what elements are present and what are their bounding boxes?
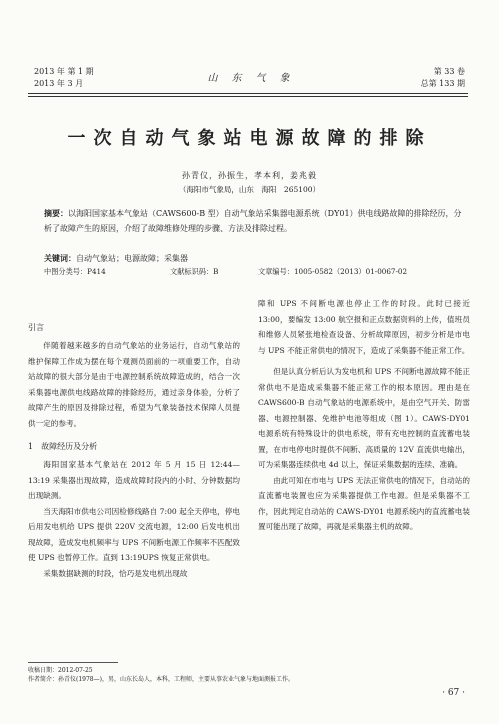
- clc-number: 中图分类号：P414: [44, 267, 106, 276]
- right-paragraph-1: 障和 UPS 不间断电源也停止工作的时段。此时已接近 13:00，要编发 13:00 航空报和正点数据资料的上传，值班员和维修人员紧张地检查设备、分析故障原因，初步分析是市电与 UPS 不能正常供电的情况下，造成了采集器不能正常工作。: [258, 299, 470, 355]
- doc-code: 文献标识码：B: [170, 267, 219, 276]
- section1-paragraph-3: 采集数据缺测的时段，恰巧是发电机出现故: [43, 568, 188, 578]
- article-number: 文章编号：1005-0582（2013）01-0067-02: [258, 267, 408, 276]
- article-title: 一次自动气象站电源故障的排除: [67, 128, 432, 149]
- author-bio: 作者简介：孙青仪(1978—)，男，山东长岛人，本科，工程师，主要从事农业气象与地面测报工作。: [28, 676, 294, 683]
- keywords-label: 关键词：: [44, 253, 76, 263]
- header-rule-thin: [28, 96, 468, 97]
- section1-heading: 1 故障经历及分析: [28, 442, 98, 451]
- keywords-text: 自动气象站；电源故障；采集器: [76, 254, 188, 263]
- header-total: 总第 133 期: [420, 79, 465, 88]
- intro-paragraph: 伴随着越来越多的自动气象站的业务运行，自动气象站的维护保障工作成为摆在每个观测员面前的一项重要工作，自动站故障的很大部分是由于电源控制系统故障造成的，结合一次采集器电源供电线路故障的排除经历，通过亲身体验，分析了故障产生的原因及排除过程，希望为气象装备技术保障人员提供一定的参考。: [28, 341, 240, 428]
- author-list: 孙青仪，孙振生，孝本利，姜兆毅: [182, 171, 317, 180]
- intro-heading: 引言: [28, 323, 44, 332]
- right-paragraph-2: 但是认真分析后认为发电机和 UPS 不间断电源故障不能正常供电不是造成采集器不能正常工作的根本原因。理由是在 CAWS600-B 自动气象站的电源系统中，是由空气开关、防雷器、电源控制器、免维护电池等组成（图 1）。CAWS-DY01 电源系统有特殊设计的供电系统，带有充电控制的直流蓄电装置，在市电停电时提供不间断、高质量的 12V 直流供电输出，可为采集器连续供电 4d 以上，保证采集数据的连续、准确。: [258, 367, 470, 469]
- abstract-text: 以海阳国家基本气象站（CAWS600-B 型）自动气象站采集器电源系统（DY01）供电线路故障的排除经历，分析了故障产生的原因，介绍了故障维修处理的步骤、方法及排除过程。: [44, 209, 462, 233]
- abstract: [44, 206, 464, 236]
- journal-name: 山 东 气 象: [207, 73, 292, 84]
- footnote: [28, 666, 294, 684]
- right-column: [258, 296, 470, 535]
- right-paragraph-3: 由此可知在市电与 UPS 无法正常供电的情况下，自动站的直流蓄电装置也应为采集器提供工作电源。但是采集器不工作，因此判定自动站的 CAWS-DY01 电源系统内的直流蓄电装置可能出现了故障，再就是采集器主机的故障。: [258, 475, 470, 531]
- header-month: 2013 年 3 月: [34, 79, 84, 88]
- section1-paragraph-1: 海阳国家基本气象站在 2012 年 5 月 15 日 12:44—13:19 采集器出现故障，造成故障时段内的小时、分钟数据均出现缺测。: [28, 460, 240, 500]
- header-rule: [28, 93, 468, 94]
- abstract-label: 摘要：: [44, 208, 68, 218]
- received-date: 收稿日期：2012-07-25: [28, 667, 93, 674]
- footnote-rule: [28, 662, 118, 663]
- header-issue: 2013 年 第 1 期: [34, 67, 94, 76]
- keywords: [44, 251, 464, 266]
- section1-paragraph-2: 当天海阳市供电公司因检修线路自 7:00 起全天停电，停电后用发电机给 UPS 提供 220V 交流电源，12:00 后发电机出现故障，造成发电机频率与 UPS 不间断电源工作频率不匹配致使 UPS 也暂停工作。直到 13:19UPS 恢复正常供电。: [28, 506, 240, 562]
- page-number: · 67 ·: [442, 688, 465, 698]
- affiliation: （海阳市气象局，山东 海阳 265100）: [178, 185, 321, 194]
- header-volume: 第 33 卷: [433, 67, 465, 76]
- left-column: [28, 318, 240, 581]
